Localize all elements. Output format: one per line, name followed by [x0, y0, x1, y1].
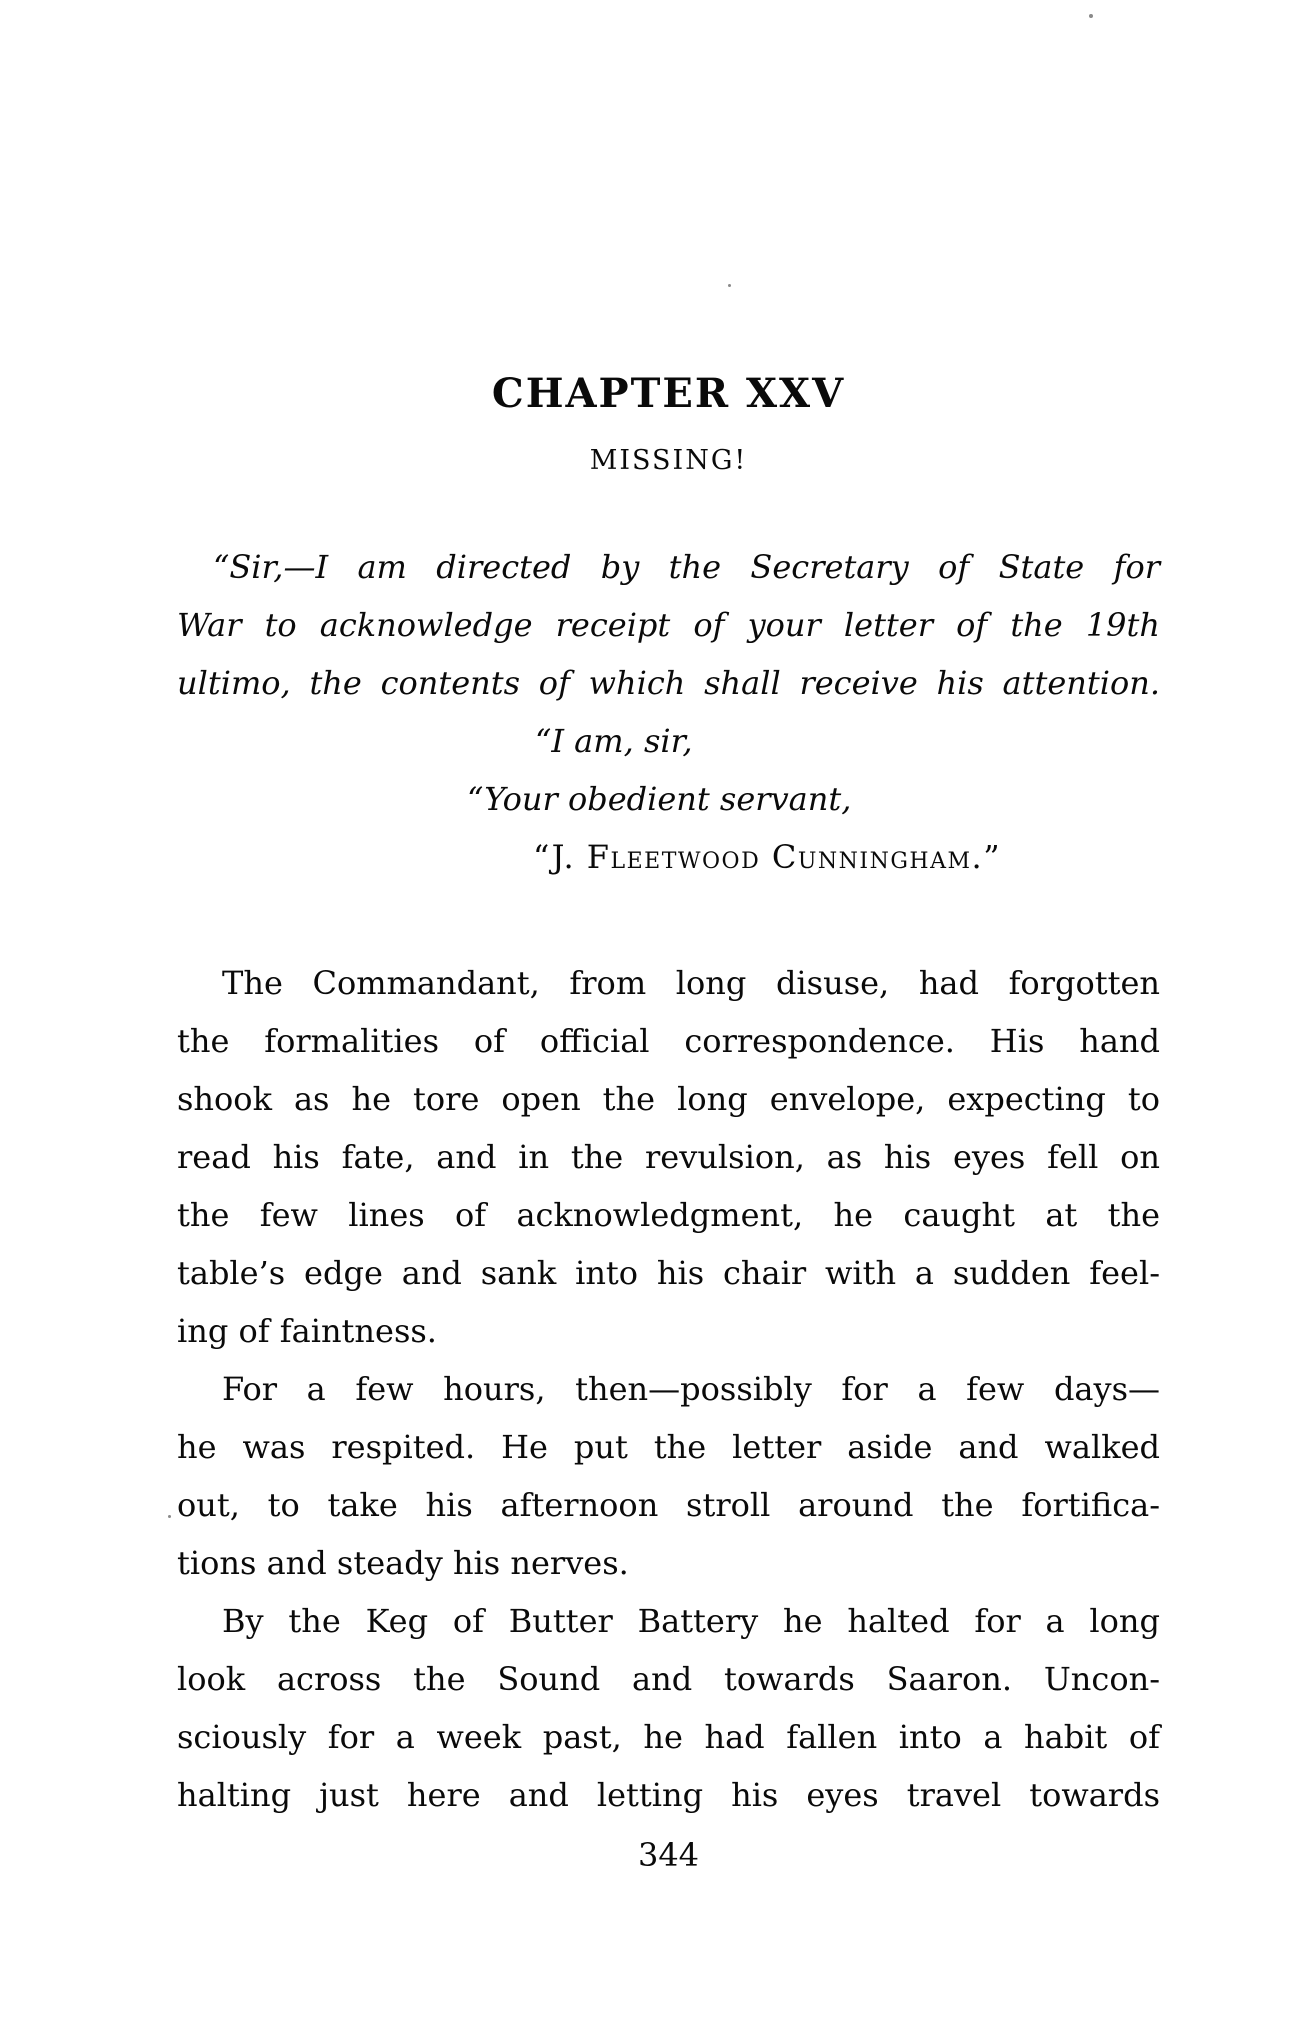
text-line: By the Keg of Butter Battery he halted for a long: [222, 1602, 1160, 1640]
text-line: shook as he tore open the long envelope, expecting to: [177, 1080, 1160, 1118]
text-line: War to acknowledge receipt of your letter of the 19th: [177, 606, 1160, 644]
section-heading: MISSING!: [589, 445, 748, 476]
body-paragraph: [177, 954, 1160, 1360]
text-block: [177, 0, 1160, 1874]
text-line: table’s edge and sank into his chair with a sudden feel-: [177, 1254, 1160, 1292]
text-line: the few lines of acknowledgment, he caught at the: [177, 1196, 1160, 1234]
text-line: look across the Sound and towards Saaron. Uncon-: [177, 1660, 1160, 1698]
chapter-heading: CHAPTER XXV: [491, 370, 846, 417]
text-line: sciously for a week past, he had fallen into a habit of: [177, 1718, 1160, 1756]
scan-speckle: [168, 1515, 171, 1518]
text-line: out, to take his afternoon stroll around the fortifica-: [177, 1486, 1160, 1524]
text-line: halting just here and letting his eyes travel towards: [177, 1776, 1160, 1814]
text-line: ultimo, the contents of which shall receive his attention.: [177, 664, 1160, 702]
text-line: “Sir,—I am directed by the Secretary of State for: [213, 548, 1160, 586]
quoted-letter-body: [177, 538, 1160, 712]
text-line: tions and steady his nerves.: [177, 1544, 629, 1582]
text-line: For a few hours, then—possibly for a few days—: [222, 1370, 1160, 1408]
body-paragraph: [177, 1360, 1160, 1592]
text-line: he was respited. He put the letter aside and walked: [177, 1428, 1160, 1466]
text-line: read his fate, and in the revulsion, as his eyes fell on: [177, 1138, 1160, 1176]
text-line: The Commandant, from long disuse, had forgotten: [222, 964, 1160, 1002]
letter-closing-line: “I am, sir,: [535, 722, 693, 760]
letter-closing-line: “Your obedient servant,: [467, 780, 852, 818]
body-paragraph: [177, 1592, 1160, 1824]
letter-signature: “J. Fleetwood Cunningham.”: [533, 838, 1002, 876]
text-line: the formalities of official correspondence. His hand: [177, 1022, 1160, 1060]
text-line: ing of faintness.: [177, 1312, 437, 1350]
page-number: 344: [637, 1836, 700, 1874]
letter-closing: [177, 712, 1160, 886]
